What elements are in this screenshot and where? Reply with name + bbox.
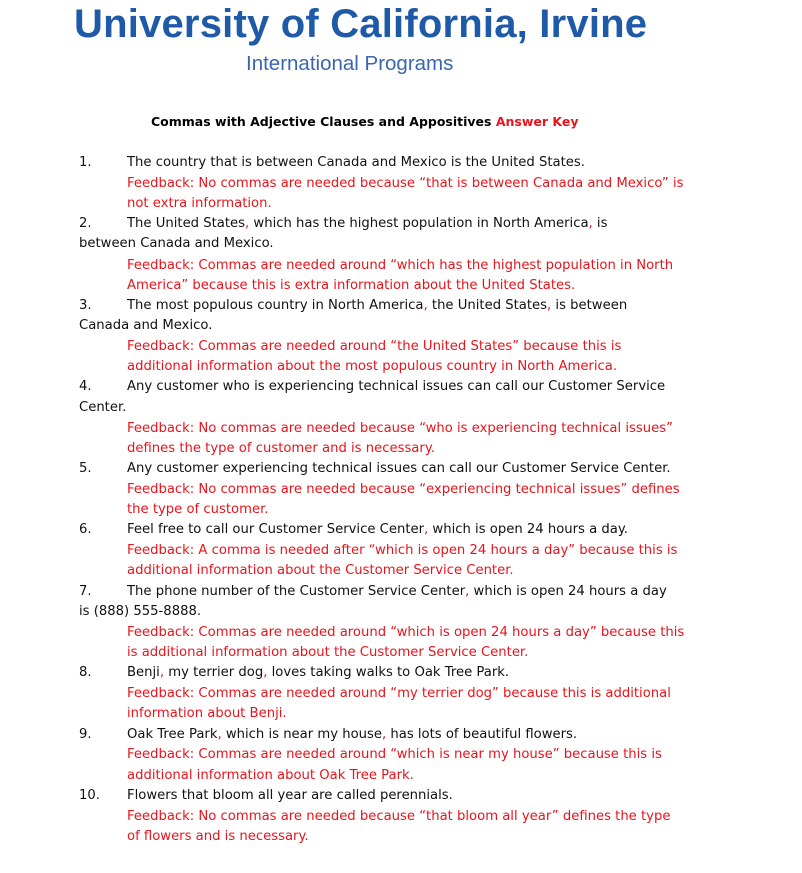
question-text: is (888) 555-8888.: [79, 604, 202, 619]
question-text: Feel free to call our Customer Service Center, which is open 24 hours a day.: [127, 522, 628, 537]
item-number: 3.: [79, 298, 92, 313]
question-text: Oak Tree Park, which is near my house, has lots of beautiful flowers.: [127, 727, 578, 742]
item-number: 4.: [79, 379, 92, 394]
question-text: Benji, my terrier dog, loves taking walks to Oak Tree Park.: [127, 665, 510, 680]
question-text: Flowers that bloom all year are called perennials.: [127, 788, 453, 803]
item-number: 10.: [79, 788, 100, 803]
feedback-text: the type of customer.: [127, 502, 269, 517]
feedback-text: Feedback: Commas are needed around “which is open 24 hours a day” because this: [127, 625, 685, 640]
program-subtitle: International Programs: [246, 52, 454, 75]
feedback-text: additional information about the Customer Service Center.: [127, 563, 514, 578]
question-text: between Canada and Mexico.: [79, 236, 274, 251]
question-text: The United States, which has the highest population in North America, is: [127, 216, 608, 231]
feedback-text: additional information about the most populous country in North America.: [127, 359, 618, 374]
question-text: The phone number of the Customer Service Center, which is open 24 hours a day: [127, 584, 667, 599]
university-title: University of California, Irvine: [74, 2, 648, 46]
feedback-text: Feedback: No commas are needed because “that bloom all year” defines the type: [127, 809, 671, 824]
item-number: 9.: [79, 727, 92, 742]
question-text: Any customer experiencing technical issues can call our Customer Service Center.: [127, 461, 671, 476]
feedback-text: Feedback: Commas are needed around “which has the highest population in North: [127, 258, 674, 273]
feedback-text: America” because this is extra information about the United States.: [127, 278, 576, 293]
feedback-text: Feedback: A comma is needed after “which is open 24 hours a day” because this is: [127, 543, 678, 558]
feedback-text: defines the type of customer and is necessary.: [127, 441, 435, 456]
question-text: Canada and Mexico.: [79, 318, 213, 333]
item-number: 5.: [79, 461, 92, 476]
question-text: Any customer who is experiencing technical issues can call our Customer Service: [127, 379, 666, 394]
feedback-text: additional information about Oak Tree Park.: [127, 768, 414, 783]
feedback-text: Feedback: Commas are needed around “which is near my house” because this is: [127, 747, 662, 762]
feedback-text: information about Benji.: [127, 706, 287, 721]
feedback-text: Feedback: No commas are needed because “who is experiencing technical issues”: [127, 421, 673, 436]
answer-key-label: Answer Key: [495, 114, 579, 129]
question-text: The country that is between Canada and Mexico is the United States.: [127, 155, 585, 170]
feedback-text: of flowers and is necessary.: [127, 829, 309, 844]
item-number: 7.: [79, 584, 92, 599]
feedback-text: is additional information about the Customer Service Center.: [127, 645, 529, 660]
question-text: Center.: [79, 400, 127, 415]
item-number: 1.: [79, 155, 92, 170]
item-number: 2.: [79, 216, 92, 231]
feedback-text: Feedback: No commas are needed because “that is between Canada and Mexico” is: [127, 176, 684, 191]
document-title: [151, 114, 579, 129]
question-text: The most populous country in North America, the United States, is between: [127, 298, 628, 313]
document-title-text: Commas with Adjective Clauses and Appositives: [151, 114, 492, 129]
feedback-text: Feedback: Commas are needed around “the United States” because this is: [127, 339, 622, 354]
item-number: 8.: [79, 665, 92, 680]
feedback-text: Feedback: No commas are needed because “experiencing technical issues” defines: [127, 482, 680, 497]
item-number: 6.: [79, 522, 92, 537]
feedback-text: Feedback: Commas are needed around “my terrier dog” because this is additional: [127, 686, 671, 701]
feedback-text: not extra information.: [127, 196, 272, 211]
